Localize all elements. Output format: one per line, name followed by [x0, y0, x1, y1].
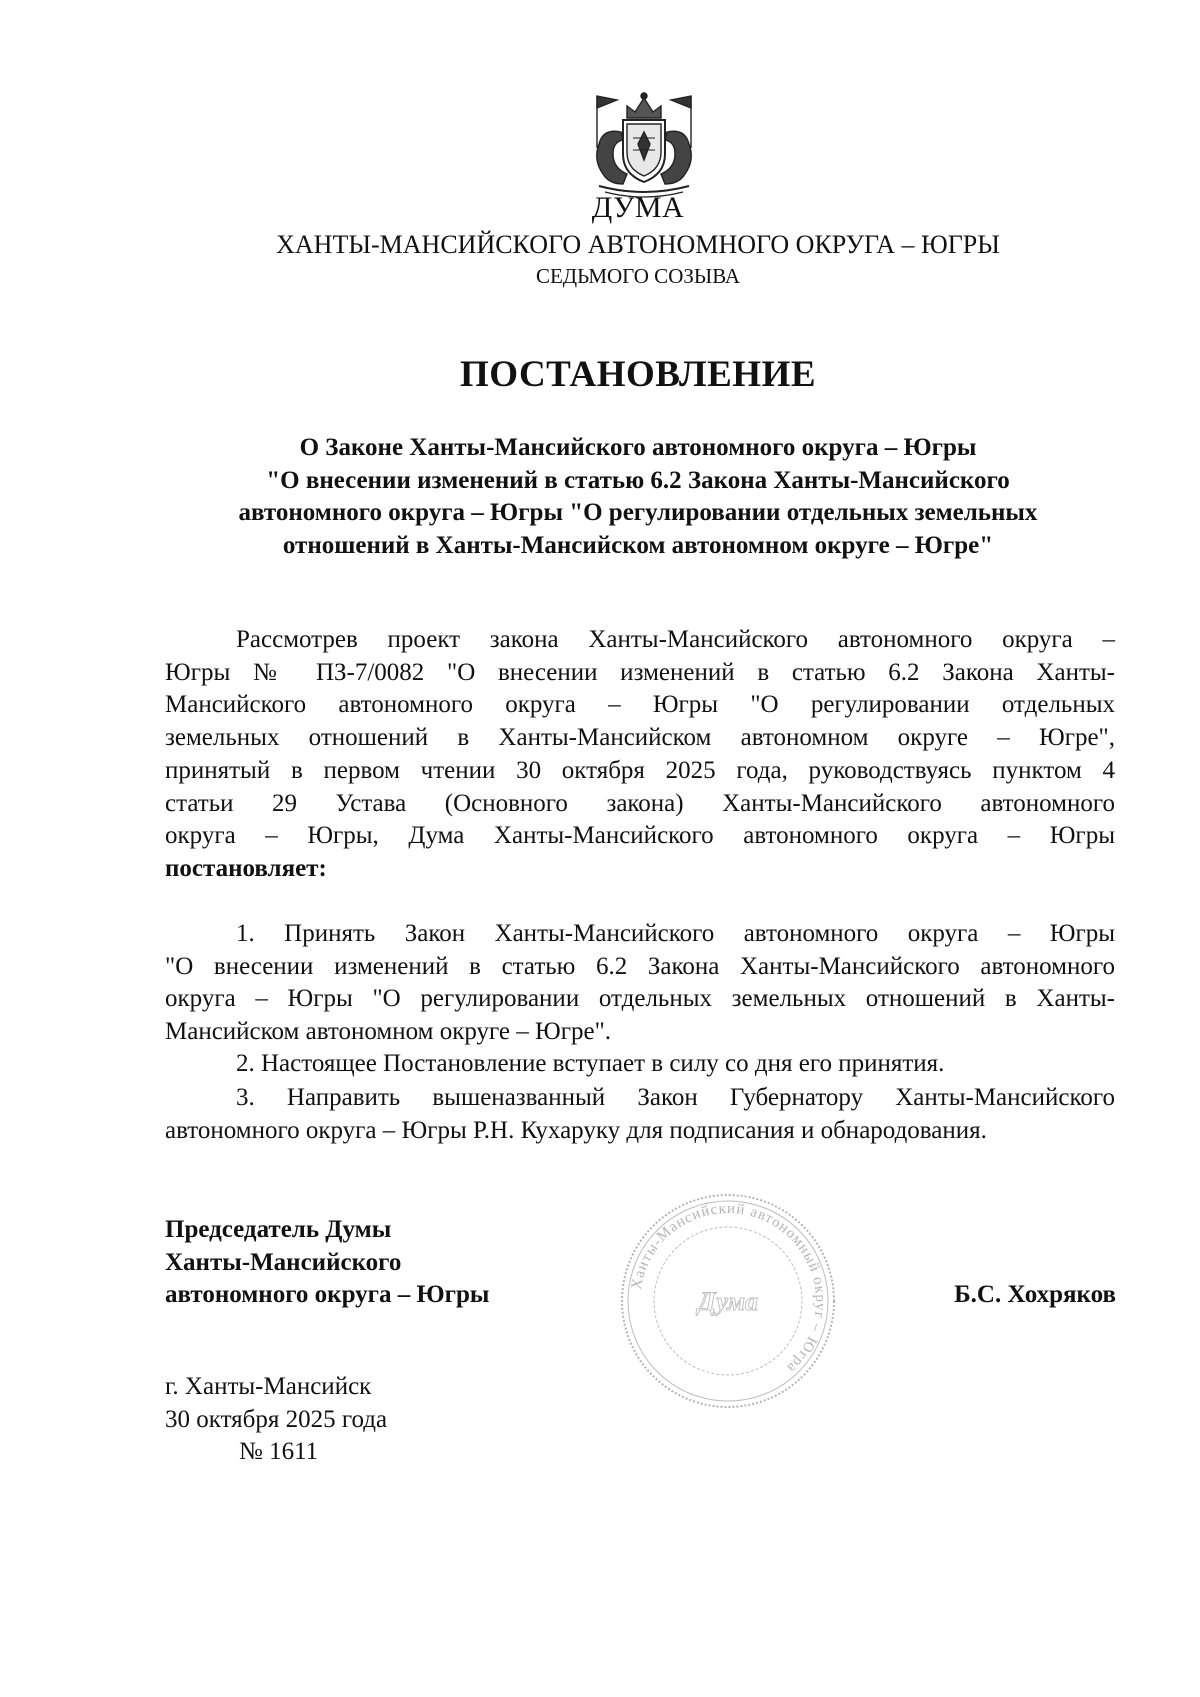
preamble-line: Югры № ПЗ-7/0082 "О внесении изменений в статью 6.2 Закона Ханты-: [165, 658, 1115, 686]
item-1-line: "О внесении изменений в статью 6.2 Закона Ханты-Мансийского автономного: [165, 952, 1115, 980]
resolves-word: постановляет:: [165, 854, 327, 882]
signatory-name: Б.С. Хохряков: [954, 1281, 1116, 1308]
document-date: 30 октября 2025 года: [165, 1405, 388, 1433]
item-1-paragraph: [165, 918, 1115, 1049]
item-2-line: 2. Настоящее Постановление вступает в силу со дня его принятия.: [236, 1050, 945, 1077]
preamble-line: принятый в первом чтении 30 октября 2025 года, руководствуясь пунктом 4: [165, 756, 1115, 784]
signatory-position-line: автономного округа – Югры: [165, 1281, 490, 1308]
preamble-line: статьи 29 Устава (Основного закона) Ханты-Мансийского автономного: [165, 789, 1115, 817]
preamble-paragraph: [165, 624, 1115, 886]
coat-of-arms-emblem: [583, 88, 705, 200]
item-2-paragraph: [165, 1048, 1115, 1081]
document-type-title: ПОСТАНОВЛЕНИЕ: [459, 354, 817, 395]
preamble-line: Рассмотрев проект закона Ханты-Мансийского автономного округа –: [236, 626, 1115, 653]
preamble-line: округа – Югры, Дума Ханты-Мансийского автономного округа – Югры: [165, 822, 1115, 850]
seal-center-text: Дума: [697, 1287, 759, 1316]
document-place: г. Ханты-Мансийск: [165, 1373, 372, 1400]
subject-line: "О внесении изменений в статью 6.2 Закона Ханты-Мансийского: [266, 466, 1010, 494]
item-3-line: 3. Направить вышеназванный Закон Губернатору Ханты-Мансийского: [236, 1084, 1115, 1111]
document-number: № 1611: [239, 1438, 319, 1465]
document-subject: [0, 432, 1200, 562]
official-seal-stamp: [617, 1190, 839, 1412]
preamble-line: земельных отношений в Ханты-Мансийском автономном округе – Югре",: [165, 724, 1115, 752]
item-1-line: округа – Югры "О регулировании отдельных земельных отношений в Ханты-: [165, 985, 1115, 1013]
signatory-position-line: Председатель Думы: [165, 1216, 392, 1243]
item-1-line: Мансийском автономном округе – Югре".: [165, 1018, 612, 1046]
header-body-name: ДУМА: [591, 191, 685, 224]
header-okrug: ХАНТЫ-МАНСИЙСКОГО АВТОНОМНОГО ОКРУГА – ЮГРЫ: [276, 230, 1000, 259]
item-3-paragraph: [165, 1082, 1115, 1147]
subject-line: автономного округа – Югры "О регулировании отдельных земельных: [238, 499, 1038, 526]
seal-ring-text: Ханты-Мансийский автономный округ – Югра: [628, 1200, 829, 1377]
preamble-line: Мансийского автономного округа – Югры "О регулировании отдельных: [165, 691, 1115, 719]
subject-line: отношений в Ханты-Мансийском автономном округе – Югре": [282, 531, 994, 559]
subject-line: О Законе Ханты-Мансийского автономного округа – Югры: [299, 434, 977, 461]
item-1-line: 1. Принять Закон Ханты-Мансийского автономного округа – Югры: [236, 920, 1115, 947]
signatory-position: [165, 1214, 489, 1312]
place-date-number: [165, 1371, 387, 1469]
signatory-position-line: Ханты-Мансийского: [165, 1248, 402, 1276]
item-3-line: автономного округа – Югры Р.Н. Кухаруку для подписания и обнародования.: [165, 1116, 987, 1144]
header-convocation: СЕДЬМОГО СОЗЫВА: [535, 264, 741, 288]
